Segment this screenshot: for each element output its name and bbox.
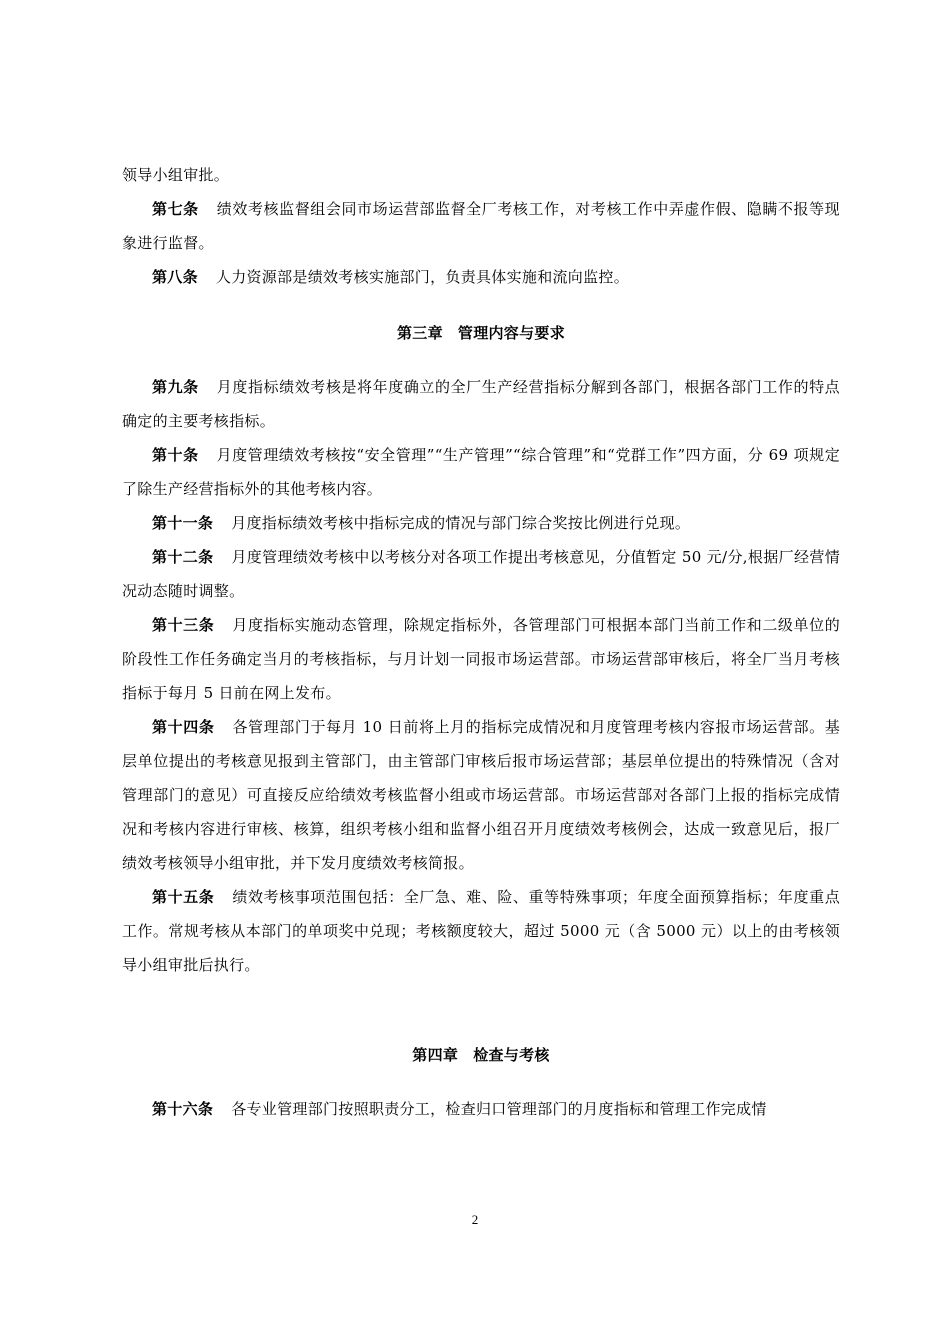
chapter-title: 检查与考核 [473, 1046, 550, 1064]
article-text: 月度指标绩效考核是将年度确立的全厂生产经营指标分解到各部门，根据各部门工作的特点确定的主要考核指标。 [122, 378, 840, 430]
article-label: 第七条 [152, 200, 199, 218]
document-body [122, 158, 840, 1126]
article-label: 第十一条 [152, 514, 214, 532]
article-16 [122, 1092, 840, 1126]
article-text: 月度管理绩效考核按“安全管理”“生产管理”“综合管理”和“党群工作”四方面，分 69 项规定了除生产经营指标外的其他考核内容。 [122, 446, 840, 498]
article-label: 第八条 [152, 268, 198, 286]
article-8 [122, 260, 840, 294]
paragraph-text: 领导小组审批。 [122, 166, 230, 184]
article-13 [122, 608, 840, 710]
article-text: 绩效考核事项范围包括：全厂急、难、险、重等特殊事项；年度全面预算指标；年度重点工作。常规考核从本部门的单项奖中兑现；考核额度较大，超过 5000 元（含 5000 元）以上的由考核领导小组审批后执行。 [122, 888, 840, 974]
article-label: 第十条 [152, 446, 199, 464]
chapter-title: 管理内容与要求 [457, 324, 565, 342]
chapter-4-heading [122, 1038, 840, 1072]
article-7 [122, 192, 840, 260]
chapter-number: 第四章 [412, 1046, 459, 1064]
article-text: 人力资源部是绩效考核实施部门，负责具体实施和流向监控。 [215, 268, 630, 286]
article-15 [122, 880, 840, 982]
continuation-paragraph [122, 158, 840, 192]
article-12 [122, 540, 840, 608]
article-14 [122, 710, 840, 880]
article-11 [122, 506, 840, 540]
page-number: 2 [471, 1212, 479, 1227]
article-label: 第十五条 [152, 888, 215, 906]
article-text: 月度管理绩效考核中以考核分对各项工作提出考核意见，分值暂定 50 元/分,根据厂经营情况动态随时调整。 [122, 548, 841, 600]
chapter-3-heading [122, 316, 840, 350]
article-9 [122, 370, 840, 438]
article-text: 月度指标绩效考核中指标完成的情况与部门综合奖按比例进行兑现。 [231, 514, 691, 532]
article-label: 第十四条 [152, 718, 215, 736]
article-text: 绩效考核监督组会同市场运营部监督全厂考核工作，对考核工作中弄虚作假、隐瞒不报等现象进行监督。 [122, 200, 840, 252]
article-label: 第九条 [152, 378, 199, 396]
article-label: 第十三条 [152, 616, 215, 634]
article-text: 各专业管理部门按照职责分工，检查归口管理部门的月度指标和管理工作完成情 [231, 1100, 767, 1118]
article-text: 月度指标实施动态管理，除规定指标外，各管理部门可根据本部门当前工作和二级单位的阶段性工作任务确定当月的考核指标，与月计划一同报市场运营部。市场运营部审核后，将全厂当月考核指标于每月 5 日前在网上发布。 [122, 616, 840, 702]
chapter-number: 第三章 [396, 324, 443, 342]
article-10 [122, 438, 840, 506]
article-label: 第十六条 [152, 1100, 214, 1118]
article-label: 第十二条 [152, 548, 214, 566]
article-text: 各管理部门于每月 10 日前将上月的指标完成情况和月度管理考核内容报市场运营部。基层单位提出的考核意见报到主管部门，由主管部门审核后报市场运营部；基层单位提出的特殊情况（含对管理部门的意见）可直接反应给绩效考核监督小组或市场运营部。市场运营部对各部门上报的指标完成情况和考核内容进行审核、核算，组织考核小组和监督小组召开月度绩效考核例会，达成一致意见后，报厂绩效考核领导小组审批，并下发月度绩效考核简报。 [122, 718, 840, 872]
